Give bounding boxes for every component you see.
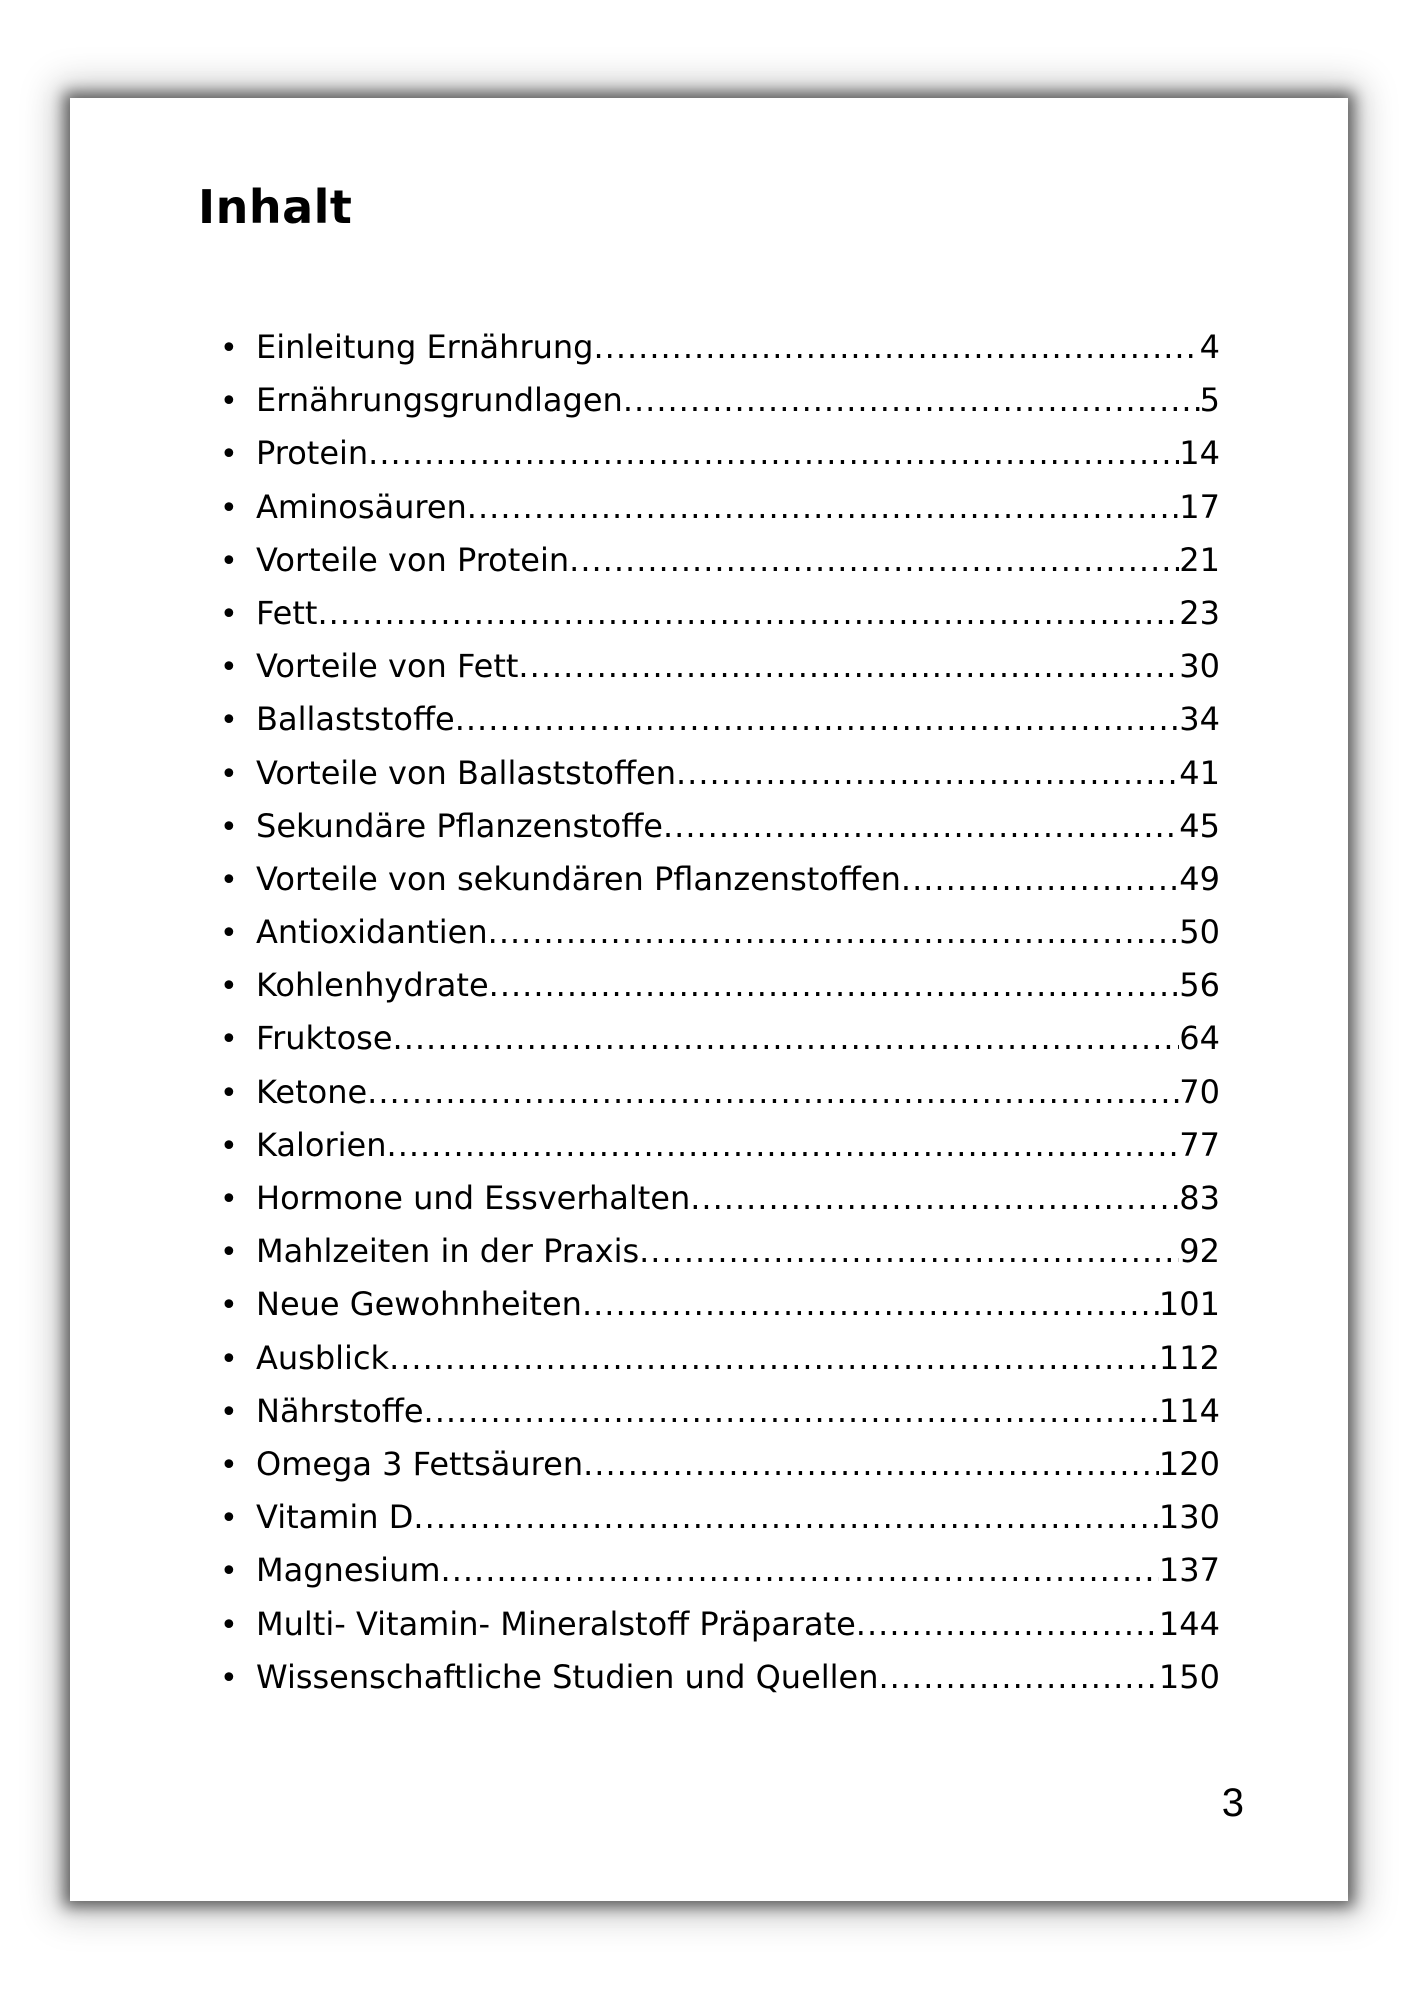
dot-leader bbox=[489, 966, 1180, 1004]
toc-entry bbox=[220, 1392, 1220, 1445]
toc-entry bbox=[220, 1285, 1220, 1338]
toc-entry-title: Nährstoffe bbox=[256, 1391, 424, 1430]
dot-leader bbox=[424, 1392, 1159, 1430]
bullet-icon: • bbox=[220, 1075, 238, 1111]
dot-leader bbox=[518, 647, 1179, 685]
toc-entry-title: Ernährungsgrundlagen bbox=[256, 381, 623, 420]
toc-entry-page: 77 bbox=[1179, 1125, 1220, 1164]
toc-entry bbox=[220, 913, 1220, 966]
bullet-icon: • bbox=[220, 1660, 238, 1696]
bullet-icon: • bbox=[220, 969, 238, 1005]
toc-entry bbox=[220, 754, 1220, 807]
bullet-icon: • bbox=[220, 1288, 238, 1324]
dot-leader bbox=[569, 541, 1179, 579]
dot-leader bbox=[663, 807, 1179, 845]
toc-entry bbox=[220, 807, 1220, 860]
bullet-icon: • bbox=[220, 596, 238, 632]
toc-entry-page: 21 bbox=[1179, 540, 1220, 579]
toc-entry-title: Vorteile von sekundären Pflanzenstoffen bbox=[256, 859, 901, 898]
toc-entry-page: 5 bbox=[1199, 381, 1220, 420]
toc-entry-title: Vitamin D bbox=[256, 1498, 414, 1537]
toc-entry-title: Kalorien bbox=[256, 1125, 387, 1164]
toc-entry-page: 50 bbox=[1179, 913, 1220, 952]
bullet-icon: • bbox=[220, 1341, 238, 1377]
toc-entry-title: Kohlenhydrate bbox=[256, 966, 489, 1005]
page-number: 3 bbox=[1221, 1781, 1244, 1825]
bullet-icon: • bbox=[220, 703, 238, 739]
table-of-contents bbox=[220, 328, 1220, 1711]
toc-entry-title: Ballaststoffe bbox=[256, 700, 455, 739]
toc-entry-title: Hormone und Essverhalten bbox=[256, 1179, 691, 1217]
toc-entry-page: 83 bbox=[1179, 1179, 1220, 1217]
bullet-icon: • bbox=[220, 437, 238, 473]
page-title: Inhalt bbox=[198, 180, 353, 234]
toc-entry-title: Vorteile von Fett bbox=[256, 647, 519, 686]
dot-leader bbox=[582, 1285, 1159, 1323]
dot-leader bbox=[387, 1126, 1180, 1164]
bullet-icon: • bbox=[220, 862, 238, 898]
bullet-icon: • bbox=[220, 650, 238, 686]
toc-entry-title: Omega 3 Fettsäuren bbox=[256, 1444, 584, 1483]
bullet-icon: • bbox=[220, 809, 238, 845]
dot-leader bbox=[676, 754, 1179, 792]
dot-leader bbox=[879, 1658, 1159, 1696]
toc-entry bbox=[220, 860, 1220, 913]
toc-entry-title: Aminosäuren bbox=[256, 487, 467, 526]
toc-entry bbox=[220, 1658, 1220, 1711]
toc-entry-page: 34 bbox=[1179, 700, 1220, 739]
dot-leader bbox=[901, 860, 1179, 898]
bullet-icon: • bbox=[220, 1447, 238, 1483]
toc-entry-title: Vorteile von Protein bbox=[256, 540, 570, 579]
toc-entry-title: Protein bbox=[256, 434, 369, 473]
toc-entry-page: 70 bbox=[1179, 1072, 1220, 1111]
dot-leader bbox=[623, 381, 1200, 419]
dot-leader bbox=[583, 1445, 1159, 1483]
toc-entry-page: 144 bbox=[1158, 1604, 1220, 1643]
bullet-icon: • bbox=[220, 1235, 238, 1271]
toc-entry-title: Multi- Vitamin- Mineralstoff Präparate bbox=[256, 1604, 856, 1643]
toc-entry bbox=[220, 1339, 1220, 1392]
bullet-icon: • bbox=[220, 1022, 238, 1058]
bullet-icon: • bbox=[220, 916, 238, 952]
dot-leader bbox=[393, 1019, 1180, 1057]
toc-entry bbox=[220, 1498, 1220, 1551]
toc-entry bbox=[220, 381, 1220, 434]
bullet-icon: • bbox=[220, 1394, 238, 1430]
toc-entry bbox=[220, 488, 1220, 541]
toc-entry-title: Mahlzeiten in der Praxis bbox=[256, 1232, 640, 1271]
toc-entry-title: Ausblick bbox=[256, 1338, 390, 1377]
toc-entry-page: 30 bbox=[1179, 647, 1220, 686]
toc-entry bbox=[220, 594, 1220, 647]
dot-leader bbox=[367, 1073, 1179, 1111]
toc-entry bbox=[220, 1126, 1220, 1179]
toc-entry-title: Antioxidantien bbox=[256, 913, 488, 952]
toc-entry-page: 130 bbox=[1158, 1498, 1220, 1537]
toc-entry-page: 114 bbox=[1158, 1391, 1220, 1430]
toc-entry bbox=[220, 328, 1220, 381]
toc-entry-page: 150 bbox=[1158, 1657, 1220, 1696]
toc-entry-title: Wissenschaftliche Studien und Quellen bbox=[256, 1657, 879, 1696]
bullet-icon: • bbox=[220, 384, 238, 420]
dot-leader bbox=[467, 488, 1179, 526]
toc-entry bbox=[220, 1179, 1220, 1232]
toc-entry-page: 56 bbox=[1179, 966, 1220, 1005]
toc-entry-title: Fruktose bbox=[256, 1019, 393, 1058]
bullet-icon: • bbox=[220, 756, 238, 792]
toc-entry bbox=[220, 1551, 1220, 1604]
bullet-icon: • bbox=[220, 1128, 238, 1164]
toc-entry-page: 45 bbox=[1179, 806, 1220, 845]
bullet-icon: • bbox=[220, 331, 238, 366]
toc-entry bbox=[220, 434, 1220, 487]
toc-entry bbox=[220, 700, 1220, 753]
toc-entry bbox=[220, 1019, 1220, 1072]
dot-leader bbox=[690, 1179, 1179, 1217]
bullet-icon: • bbox=[220, 1182, 238, 1217]
dot-leader bbox=[639, 1232, 1179, 1270]
toc-entry-page: 92 bbox=[1179, 1232, 1220, 1271]
toc-entry bbox=[220, 1605, 1220, 1658]
toc-entry-page: 41 bbox=[1179, 753, 1220, 792]
dot-leader bbox=[389, 1339, 1159, 1377]
toc-entry bbox=[220, 647, 1220, 700]
toc-entry-title: Vorteile von Ballaststoffen bbox=[256, 753, 676, 792]
toc-entry-title: Einleitung Ernährung bbox=[256, 328, 594, 366]
toc-entry-page: 101 bbox=[1158, 1285, 1220, 1324]
toc-entry-title: Magnesium bbox=[256, 1551, 441, 1590]
dot-leader bbox=[593, 328, 1199, 366]
toc-entry bbox=[220, 966, 1220, 1019]
toc-entry-title: Fett bbox=[256, 593, 318, 632]
toc-entry-page: 4 bbox=[1199, 328, 1220, 366]
toc-entry-page: 112 bbox=[1158, 1338, 1220, 1377]
toc-entry bbox=[220, 1445, 1220, 1498]
bullet-icon: • bbox=[220, 543, 238, 579]
bullet-icon: • bbox=[220, 1607, 238, 1643]
document-page bbox=[70, 98, 1348, 1901]
toc-entry-page: 17 bbox=[1179, 487, 1220, 526]
dot-leader bbox=[488, 913, 1180, 951]
toc-entry-page: 137 bbox=[1158, 1551, 1220, 1590]
dot-leader bbox=[413, 1498, 1159, 1536]
toc-entry-page: 14 bbox=[1179, 434, 1220, 473]
dot-leader bbox=[455, 700, 1180, 738]
toc-entry-page: 49 bbox=[1179, 859, 1220, 898]
toc-entry-title: Sekundäre Pflanzenstoffe bbox=[256, 806, 663, 845]
toc-entry-title: Neue Gewohnheiten bbox=[256, 1285, 582, 1324]
dot-leader bbox=[441, 1551, 1159, 1589]
dot-leader bbox=[317, 594, 1179, 632]
toc-entry bbox=[220, 1073, 1220, 1126]
toc-entry-title: Ketone bbox=[256, 1072, 368, 1111]
bullet-icon: • bbox=[220, 1501, 238, 1537]
toc-entry-page: 23 bbox=[1179, 593, 1220, 632]
bullet-icon: • bbox=[220, 1554, 238, 1590]
toc-entry-page: 120 bbox=[1158, 1444, 1220, 1483]
dot-leader bbox=[368, 434, 1179, 472]
dot-leader bbox=[856, 1605, 1159, 1643]
bullet-icon: • bbox=[220, 490, 238, 526]
toc-entry-page: 64 bbox=[1179, 1019, 1220, 1058]
toc-entry bbox=[220, 1232, 1220, 1285]
toc-entry bbox=[220, 541, 1220, 594]
